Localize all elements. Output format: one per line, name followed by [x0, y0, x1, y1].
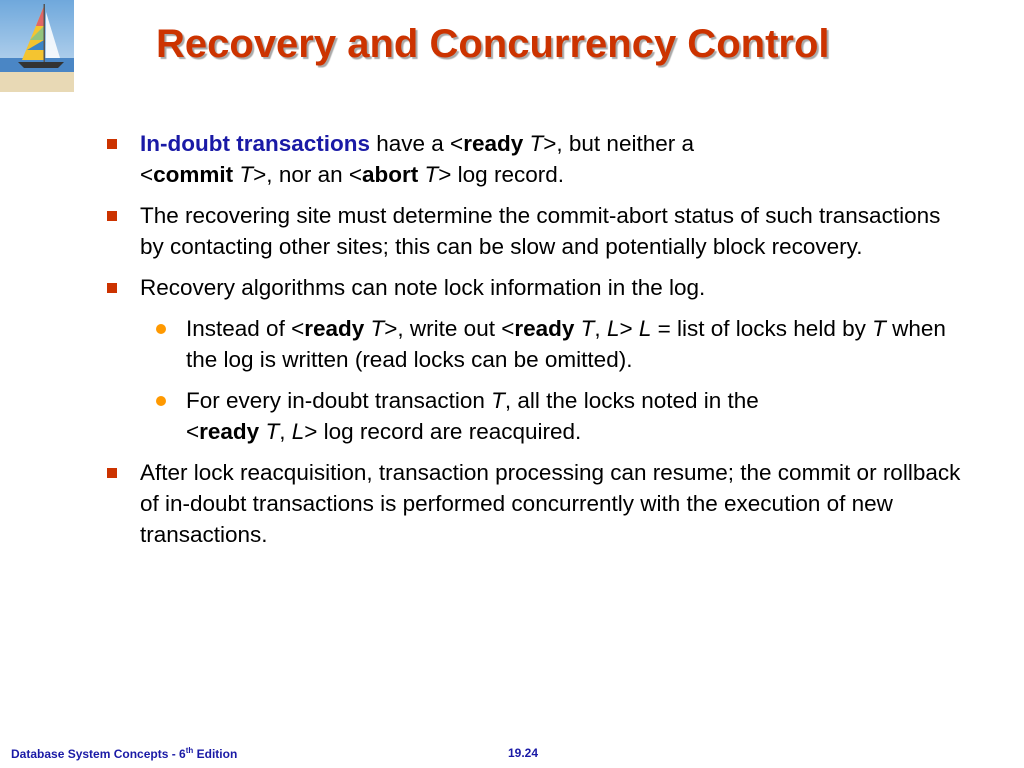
footer-page-number: 19.24	[508, 746, 539, 760]
bullet-item-in-doubt: In-doubt transactions have a <ready T>, but neither a <commit T>, nor an <abort T> log record.	[104, 128, 964, 190]
round-bullet-icon	[156, 396, 166, 406]
square-bullet-icon	[107, 468, 117, 478]
bullet-item-recovering-site	[104, 200, 964, 262]
square-bullet-icon	[107, 283, 117, 293]
sub-bullet-item-instead-of: Instead of <ready T>, write out <ready T, L> L = list of locks held by T when the log is written (read locks can be omitted).	[104, 313, 964, 375]
footer-course-title: Database System Concepts - 6th Edition	[11, 746, 238, 761]
sub-bullet-item-reacquire: For every in-doubt transaction T, all the locks noted in the <ready T, L> log record are reacquired.	[104, 385, 964, 447]
term-in-doubt-transactions: In-doubt transactions	[140, 131, 370, 156]
square-bullet-icon	[107, 139, 117, 149]
bullet-text: The recovering site must determine the commit-abort status of such transactions by contacting other sites; this can be slow and potentially block recovery.	[140, 203, 941, 259]
sailboat-logo	[0, 0, 74, 92]
bullet-text: Recovery algorithms can note lock information in the log.	[140, 275, 706, 300]
slide-content	[104, 128, 964, 560]
bullet-item-lock-info	[104, 272, 964, 303]
round-bullet-icon	[156, 324, 166, 334]
bullet-text: After lock reacquisition, transaction processing can resume; the commit or rollback of in-doubt transactions is performed concurrently with the execution of new transactions.	[140, 460, 961, 547]
bullet-item-after-reacquisition	[104, 457, 964, 550]
slide-title: Recovery and Concurrency Control	[156, 22, 830, 66]
square-bullet-icon	[107, 211, 117, 221]
